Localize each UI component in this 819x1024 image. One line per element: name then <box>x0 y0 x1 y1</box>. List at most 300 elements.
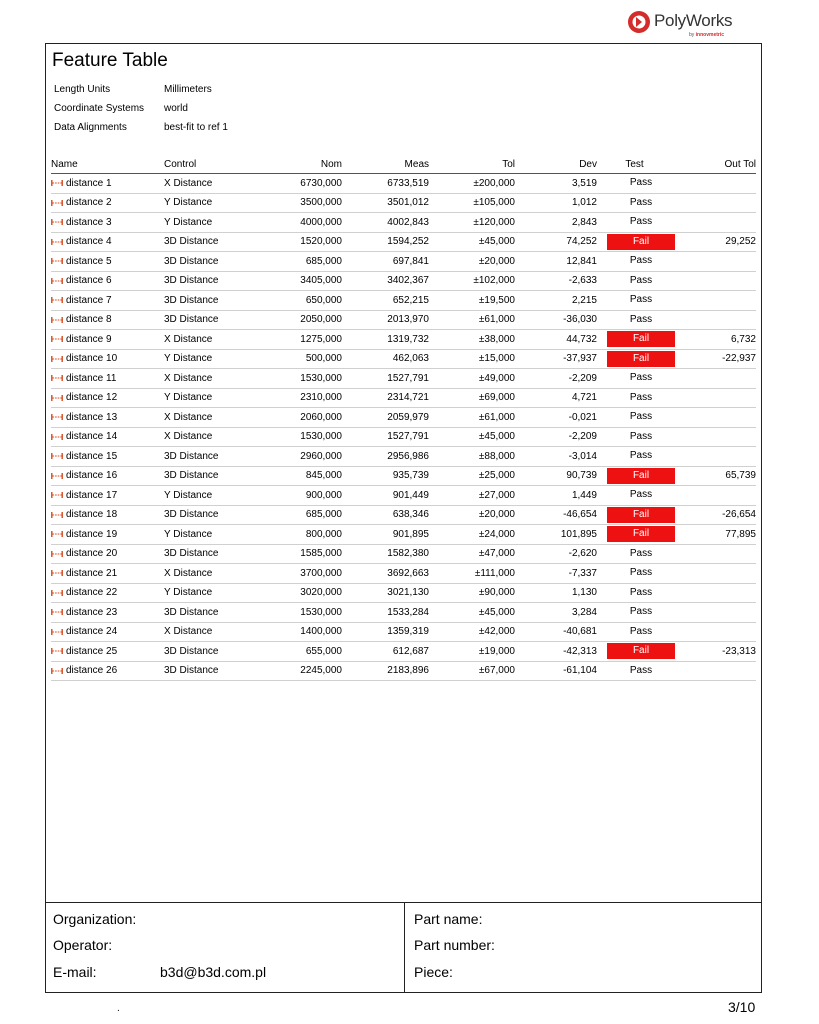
cell-meas: 1527,791 <box>342 427 429 447</box>
cell-out-tol: -23,313 <box>672 642 756 662</box>
cell-tol: ±45,000 <box>429 427 515 447</box>
cell-meas: 3021,130 <box>342 583 429 603</box>
cell-test <box>597 525 672 545</box>
fail-badge: Fail <box>607 331 675 347</box>
meta-value-length-units: Millimeters <box>164 84 212 95</box>
cell-test <box>597 232 672 252</box>
report-footer <box>45 902 762 993</box>
cell-out-tol <box>672 291 756 311</box>
table-row <box>51 310 756 330</box>
cell-control: 3D Distance <box>164 603 266 623</box>
col-header-dev: Dev <box>515 156 597 174</box>
polyworks-logo <box>627 8 742 42</box>
polyworks-logo-icon <box>627 10 651 34</box>
cell-meas: 2183,896 <box>342 661 429 681</box>
cell-out-tol <box>672 427 756 447</box>
cell-nom: 2310,000 <box>266 388 342 408</box>
cell-nom: 1275,000 <box>266 330 342 350</box>
cell-tol: ±15,000 <box>429 349 515 369</box>
distance-icon <box>51 394 63 402</box>
cell-dev: 3,519 <box>515 174 597 194</box>
cell-tol: ±45,000 <box>429 603 515 623</box>
cell-nom: 3405,000 <box>266 271 342 291</box>
cell-out-tol: 6,732 <box>672 330 756 350</box>
feature-name: distance 20 <box>66 548 118 560</box>
feature-table <box>51 156 756 681</box>
cell-out-tol <box>672 583 756 603</box>
cell-out-tol <box>672 213 756 233</box>
pass-label: Pass <box>629 567 653 579</box>
cell-meas: 2314,721 <box>342 388 429 408</box>
cell-control: 3D Distance <box>164 447 266 467</box>
distance-icon <box>51 257 63 265</box>
cell-dev: -37,937 <box>515 349 597 369</box>
cell-control: 3D Distance <box>164 642 266 662</box>
cell-test <box>597 642 672 662</box>
cell-control: X Distance <box>164 330 266 350</box>
cell-nom: 1400,000 <box>266 622 342 642</box>
table-row <box>51 252 756 272</box>
cell-name <box>51 661 164 681</box>
feature-name: distance 11 <box>66 372 117 384</box>
cell-dev: -2,620 <box>515 544 597 564</box>
cell-control: X Distance <box>164 622 266 642</box>
cell-nom: 845,000 <box>266 466 342 486</box>
table-row <box>51 427 756 447</box>
table-row <box>51 603 756 623</box>
pass-label: Pass <box>629 489 653 501</box>
distance-icon <box>51 511 63 519</box>
pass-label: Pass <box>629 664 653 676</box>
cell-test <box>597 408 672 428</box>
cell-nom: 1585,000 <box>266 544 342 564</box>
table-row <box>51 642 756 662</box>
col-header-test: Test <box>597 156 672 174</box>
logo-byline: by innovmetric <box>689 32 725 38</box>
cell-meas: 6733,519 <box>342 174 429 194</box>
distance-icon <box>51 296 63 304</box>
cell-nom: 685,000 <box>266 505 342 525</box>
cell-control: 3D Distance <box>164 252 266 272</box>
pass-label: Pass <box>629 606 653 618</box>
cell-dev: 2,843 <box>515 213 597 233</box>
table-row <box>51 193 756 213</box>
feature-name: distance 8 <box>66 314 112 326</box>
fail-badge: Fail <box>607 351 675 367</box>
cell-dev: 1,012 <box>515 193 597 213</box>
pass-label: Pass <box>629 216 653 228</box>
feature-name: distance 21 <box>66 567 118 579</box>
cell-out-tol <box>672 603 756 623</box>
cell-name <box>51 525 164 545</box>
cell-dev: -36,030 <box>515 310 597 330</box>
feature-name: distance 9 <box>66 333 112 345</box>
table-row <box>51 330 756 350</box>
pass-label: Pass <box>629 547 653 559</box>
distance-icon <box>51 589 63 597</box>
page-dot: . <box>117 1003 120 1014</box>
cell-control: 3D Distance <box>164 544 266 564</box>
cell-tol: ±42,000 <box>429 622 515 642</box>
feature-name: distance 3 <box>66 216 112 228</box>
meta-label-coordinate-systems: Coordinate Systems <box>54 103 145 114</box>
cell-control: Y Distance <box>164 583 266 603</box>
table-row <box>51 661 756 681</box>
pass-label: Pass <box>629 294 653 306</box>
cell-name <box>51 466 164 486</box>
cell-out-tol: 77,895 <box>672 525 756 545</box>
cell-tol: ±61,000 <box>429 408 515 428</box>
cell-test <box>597 193 672 213</box>
cell-tol: ±20,000 <box>429 505 515 525</box>
cell-control: 3D Distance <box>164 466 266 486</box>
cell-out-tol: 65,739 <box>672 466 756 486</box>
cell-dev: 12,841 <box>515 252 597 272</box>
cell-meas: 1319,732 <box>342 330 429 350</box>
cell-out-tol <box>672 310 756 330</box>
cell-dev: 3,284 <box>515 603 597 623</box>
feature-name: distance 18 <box>66 509 118 521</box>
cell-nom: 1530,000 <box>266 603 342 623</box>
cell-dev: 90,739 <box>515 466 597 486</box>
cell-out-tol <box>672 271 756 291</box>
distance-icon <box>51 374 63 382</box>
feature-name: distance 2 <box>66 197 112 209</box>
col-header-out-tol: Out Tol <box>672 156 756 174</box>
cell-name <box>51 505 164 525</box>
page-title: Feature Table <box>52 50 168 71</box>
cell-dev: -2,633 <box>515 271 597 291</box>
cell-meas: 3692,663 <box>342 564 429 584</box>
table-row <box>51 622 756 642</box>
distance-icon <box>51 569 63 577</box>
cell-tol: ±88,000 <box>429 447 515 467</box>
cell-meas: 3402,367 <box>342 271 429 291</box>
cell-dev: 44,732 <box>515 330 597 350</box>
cell-test <box>597 466 672 486</box>
feature-name: distance 24 <box>66 626 118 638</box>
distance-icon <box>51 628 63 636</box>
cell-test <box>597 622 672 642</box>
cell-out-tol <box>672 252 756 272</box>
cell-out-tol <box>672 388 756 408</box>
part-name-label: Part name: <box>414 911 483 927</box>
cell-out-tol: 29,252 <box>672 232 756 252</box>
cell-name <box>51 193 164 213</box>
feature-name: distance 25 <box>66 645 118 657</box>
cell-out-tol <box>672 408 756 428</box>
cell-control: 3D Distance <box>164 232 266 252</box>
table-row <box>51 408 756 428</box>
cell-tol: ±19,500 <box>429 291 515 311</box>
cell-meas: 2013,970 <box>342 310 429 330</box>
table-row <box>51 271 756 291</box>
cell-meas: 1533,284 <box>342 603 429 623</box>
feature-name: distance 22 <box>66 587 118 599</box>
cell-out-tol <box>672 661 756 681</box>
part-number-label: Part number: <box>414 937 495 953</box>
feature-name: distance 12 <box>66 392 118 404</box>
feature-name: distance 19 <box>66 528 118 540</box>
cell-test <box>597 661 672 681</box>
col-header-tol: Tol <box>429 156 515 174</box>
cell-control: Y Distance <box>164 486 266 506</box>
cell-name <box>51 369 164 389</box>
cell-dev: 74,252 <box>515 232 597 252</box>
cell-out-tol <box>672 622 756 642</box>
email-value: b3d@b3d.com.pl <box>160 964 267 980</box>
cell-tol: ±24,000 <box>429 525 515 545</box>
cell-nom: 500,000 <box>266 349 342 369</box>
cell-dev: -46,654 <box>515 505 597 525</box>
cell-dev: -3,014 <box>515 447 597 467</box>
cell-control: X Distance <box>164 427 266 447</box>
table-row <box>51 291 756 311</box>
cell-name <box>51 408 164 428</box>
cell-nom: 2960,000 <box>266 447 342 467</box>
cell-out-tol <box>672 486 756 506</box>
operator-label: Operator: <box>53 937 113 953</box>
cell-dev: -0,021 <box>515 408 597 428</box>
meta-label-data-alignments: Data Alignments <box>54 122 127 133</box>
cell-name <box>51 349 164 369</box>
cell-test <box>597 388 672 408</box>
cell-name <box>51 564 164 584</box>
distance-icon <box>51 316 63 324</box>
cell-out-tol <box>672 369 756 389</box>
cell-test <box>597 271 672 291</box>
cell-name <box>51 583 164 603</box>
cell-tol: ±19,000 <box>429 642 515 662</box>
cell-nom: 3500,000 <box>266 193 342 213</box>
pass-label: Pass <box>629 196 653 208</box>
piece-label: Piece: <box>414 964 453 980</box>
footer-divider <box>404 903 405 993</box>
cell-out-tol <box>672 174 756 194</box>
pass-label: Pass <box>629 430 653 442</box>
feature-name: distance 23 <box>66 606 118 618</box>
cell-nom: 3020,000 <box>266 583 342 603</box>
cell-tol: ±105,000 <box>429 193 515 213</box>
distance-icon <box>51 433 63 441</box>
fail-badge: Fail <box>607 468 675 484</box>
cell-meas: 697,841 <box>342 252 429 272</box>
cell-tol: ±20,000 <box>429 252 515 272</box>
cell-meas: 1527,791 <box>342 369 429 389</box>
pass-label: Pass <box>629 391 653 403</box>
table-row <box>51 388 756 408</box>
cell-nom: 6730,000 <box>266 174 342 194</box>
cell-test <box>597 486 672 506</box>
table-row <box>51 349 756 369</box>
cell-control: 3D Distance <box>164 310 266 330</box>
cell-test <box>597 174 672 194</box>
cell-control: X Distance <box>164 564 266 584</box>
feature-name: distance 26 <box>66 665 118 677</box>
distance-icon <box>51 491 63 499</box>
distance-icon <box>51 238 63 246</box>
cell-nom: 685,000 <box>266 252 342 272</box>
cell-nom: 4000,000 <box>266 213 342 233</box>
fail-badge: Fail <box>607 643 675 659</box>
distance-icon <box>51 179 63 187</box>
cell-dev: 101,895 <box>515 525 597 545</box>
cell-tol: ±120,000 <box>429 213 515 233</box>
cell-control: 3D Distance <box>164 291 266 311</box>
cell-nom: 2050,000 <box>266 310 342 330</box>
feature-name: distance 16 <box>66 470 118 482</box>
email-label: E-mail: <box>53 964 97 980</box>
pass-label: Pass <box>629 411 653 423</box>
cell-out-tol <box>672 564 756 584</box>
table-row <box>51 564 756 584</box>
distance-icon <box>51 647 63 655</box>
cell-tol: ±38,000 <box>429 330 515 350</box>
feature-name: distance 10 <box>66 353 118 365</box>
cell-test <box>597 544 672 564</box>
distance-icon <box>51 667 63 675</box>
cell-test <box>597 427 672 447</box>
feature-name: distance 1 <box>66 177 112 189</box>
col-header-name: Name <box>51 156 164 174</box>
table-row <box>51 583 756 603</box>
distance-icon <box>51 413 63 421</box>
cell-out-tol <box>672 447 756 467</box>
table-row <box>51 447 756 467</box>
cell-meas: 462,063 <box>342 349 429 369</box>
cell-name <box>51 642 164 662</box>
col-header-meas: Meas <box>342 156 429 174</box>
cell-tol: ±61,000 <box>429 310 515 330</box>
cell-test <box>597 213 672 233</box>
cell-dev: 1,449 <box>515 486 597 506</box>
cell-meas: 901,895 <box>342 525 429 545</box>
table-row <box>51 486 756 506</box>
cell-dev: 4,721 <box>515 388 597 408</box>
cell-name <box>51 232 164 252</box>
cell-meas: 638,346 <box>342 505 429 525</box>
cell-control: 3D Distance <box>164 271 266 291</box>
cell-test <box>597 564 672 584</box>
pass-label: Pass <box>629 313 653 325</box>
table-row <box>51 525 756 545</box>
cell-name <box>51 271 164 291</box>
pass-label: Pass <box>629 177 653 189</box>
distance-icon <box>51 199 63 207</box>
col-header-nom: Nom <box>266 156 342 174</box>
cell-dev: 2,215 <box>515 291 597 311</box>
cell-test <box>597 369 672 389</box>
cell-meas: 652,215 <box>342 291 429 311</box>
table-row <box>51 369 756 389</box>
cell-meas: 1594,252 <box>342 232 429 252</box>
cell-nom: 900,000 <box>266 486 342 506</box>
cell-control: 3D Distance <box>164 661 266 681</box>
cell-name <box>51 310 164 330</box>
cell-tol: ±27,000 <box>429 486 515 506</box>
cell-test <box>597 252 672 272</box>
fail-badge: Fail <box>607 526 675 542</box>
cell-meas: 4002,843 <box>342 213 429 233</box>
cell-name <box>51 544 164 564</box>
cell-out-tol: -22,937 <box>672 349 756 369</box>
cell-dev: -2,209 <box>515 369 597 389</box>
cell-test <box>597 310 672 330</box>
cell-meas: 2956,986 <box>342 447 429 467</box>
cell-nom: 2245,000 <box>266 661 342 681</box>
cell-dev: -42,313 <box>515 642 597 662</box>
cell-name <box>51 603 164 623</box>
cell-tol: ±25,000 <box>429 466 515 486</box>
cell-test <box>597 505 672 525</box>
feature-name: distance 7 <box>66 294 112 306</box>
cell-nom: 1530,000 <box>266 369 342 389</box>
feature-name: distance 4 <box>66 236 112 248</box>
organization-label: Organization: <box>53 911 137 927</box>
cell-meas: 1359,319 <box>342 622 429 642</box>
table-row <box>51 213 756 233</box>
cell-control: X Distance <box>164 369 266 389</box>
cell-name <box>51 427 164 447</box>
cell-control: X Distance <box>164 174 266 194</box>
cell-control: X Distance <box>164 408 266 428</box>
cell-nom: 650,000 <box>266 291 342 311</box>
distance-icon <box>51 550 63 558</box>
cell-tol: ±67,000 <box>429 661 515 681</box>
cell-tol: ±90,000 <box>429 583 515 603</box>
cell-out-tol: -26,654 <box>672 505 756 525</box>
cell-test <box>597 447 672 467</box>
cell-tol: ±200,000 <box>429 174 515 194</box>
cell-meas: 612,687 <box>342 642 429 662</box>
table-row <box>51 466 756 486</box>
cell-meas: 2059,979 <box>342 408 429 428</box>
cell-meas: 935,739 <box>342 466 429 486</box>
cell-dev: -2,209 <box>515 427 597 447</box>
cell-test <box>597 603 672 623</box>
distance-icon <box>51 530 63 538</box>
cell-test <box>597 291 672 311</box>
feature-name: distance 5 <box>66 255 112 267</box>
fail-badge: Fail <box>607 234 675 250</box>
cell-name <box>51 291 164 311</box>
cell-test <box>597 349 672 369</box>
cell-control: Y Distance <box>164 213 266 233</box>
feature-name: distance 14 <box>66 431 118 443</box>
cell-test <box>597 583 672 603</box>
cell-dev: -61,104 <box>515 661 597 681</box>
meta-value-data-alignments: best-fit to ref 1 <box>164 122 228 133</box>
feature-name: distance 15 <box>66 450 118 462</box>
feature-name: distance 17 <box>66 489 118 501</box>
cell-name <box>51 174 164 194</box>
cell-dev: 1,130 <box>515 583 597 603</box>
cell-out-tol <box>672 193 756 213</box>
fail-badge: Fail <box>607 507 675 523</box>
cell-tol: ±45,000 <box>429 232 515 252</box>
col-header-control: Control <box>164 156 266 174</box>
cell-control: Y Distance <box>164 193 266 213</box>
cell-name <box>51 486 164 506</box>
cell-tol: ±47,000 <box>429 544 515 564</box>
cell-tol: ±69,000 <box>429 388 515 408</box>
cell-tol: ±102,000 <box>429 271 515 291</box>
cell-meas: 901,449 <box>342 486 429 506</box>
cell-nom: 1530,000 <box>266 427 342 447</box>
cell-control: Y Distance <box>164 388 266 408</box>
distance-icon <box>51 452 63 460</box>
cell-control: Y Distance <box>164 349 266 369</box>
